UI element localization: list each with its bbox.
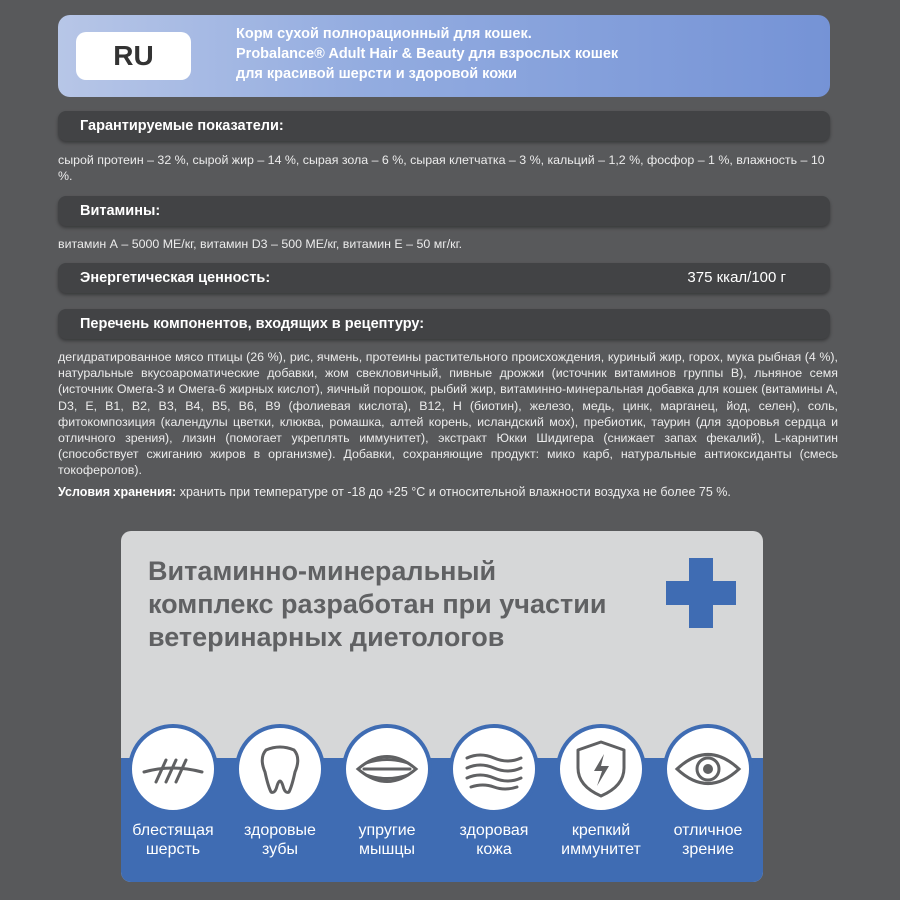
product-title-line: Probalance® Adult Hair & Beauty для взрослых кошек [236, 46, 619, 62]
tooth-icon [235, 724, 325, 814]
eye-icon [663, 724, 753, 814]
product-title [236, 24, 796, 84]
benefit-label-line: зрение [682, 841, 734, 858]
muscle-icon [342, 724, 432, 814]
benefit-label-line: шерсть [145, 841, 201, 858]
benefit-label-line: отличное [673, 822, 743, 839]
benefit-label-line: зубы [262, 841, 298, 858]
product-title-line: для красивой шерсти и здоровой кожи [236, 66, 518, 82]
benefit-label-line: иммунитет [561, 841, 641, 858]
benefit-label-fur [121, 821, 228, 859]
product-title-line: Корм сухой полнорационный для кошек. [236, 26, 532, 42]
benefit-label-line: мышцы [359, 841, 415, 858]
benefit-label-line: здоровые [244, 822, 316, 839]
components-text: дегидратированное мясо птицы (26 %), рис, ячмень, протеины растительного происхождения, куриный жир, горох, мука рыбная (4 %), натуральные вкусоароматические добавки, жом свекловичный, пивные дрожжи (источник витаминов группы В), льняное семя (источник Омега-3 и Омега-6 жирных кислот), яичный порошок, рыбий жир, витаминно-минеральная добавка для кошек (витамины A, D3, E, B1, B2, B3, B4, B5, B6, B9 (фолиевая кислота), B12, H (биотин), железо, медь, цинк, марганец, йод, селен), соль, фитокомпозиция (календулы цветки, клюква, ромашка, алтей корень, исландский мох), пребиотик, таурин (для здоровья сердца и отличного зрения), лизин (помогает укреплять иммунитет), экстракт Юкки Шидигера (снижает запах фекалий), L-карнитин (способствует сжиганию жиров в организме). Добавки, сохраняющие продукт: мико карб, натуральные антиоксиданты (смесь токоферолов). [58, 350, 838, 478]
benefits-card [121, 531, 763, 882]
plus-icon [666, 558, 736, 628]
vitamins-heading: Витамины: [58, 196, 830, 226]
benefit-label-line: блестящая [132, 822, 214, 839]
storage-label: Условия хранения: [58, 485, 177, 499]
benefit-label-immunity [546, 821, 656, 859]
vitamins-text: витамин А – 5000 МЕ/кг, витамин D3 – 500 МЕ/кг, витамин Е – 50 мг/кг. [58, 237, 463, 251]
benefit-label-muscles [332, 821, 442, 859]
language-badge: RU [76, 32, 191, 80]
storage-conditions [58, 484, 848, 500]
energy-label: Энергетическая ценность: [80, 270, 271, 286]
energy-value: 375 ккал/100 г [687, 269, 786, 286]
storage-text: хранить при температуре от -18 до +25 °C и относительной влажности воздуха не более 75 %. [176, 485, 731, 499]
benefit-label-teeth [225, 821, 335, 859]
benefit-label-line: упругие [358, 822, 416, 839]
benefit-label-vision [653, 821, 763, 859]
benefit-label-skin [439, 821, 549, 859]
guaranteed-heading: Гарантируемые показатели: [58, 111, 830, 141]
components-heading: Перечень компонентов, входящих в рецептуру: [58, 309, 830, 339]
benefit-label-line: кожа [476, 841, 512, 858]
guaranteed-text: сырой протеин – 32 %, сырой жир – 14 %, сырая зола – 6 %, сырая клетчатка – 3 %, кальций – 1,2 %, фосфор – 1 %, влажность – 10 %. [58, 153, 825, 184]
benefit-label-line: крепкий [571, 822, 631, 839]
fur-icon [128, 724, 218, 814]
skin-icon [449, 724, 539, 814]
benefit-label-line: здоровая [459, 822, 529, 839]
shield-icon [556, 724, 646, 814]
card-title: Витаминно-минеральный комплекс разработан при участии ветеринарных диетологов [148, 556, 607, 652]
product-header [58, 15, 830, 97]
energy-heading [58, 263, 830, 293]
